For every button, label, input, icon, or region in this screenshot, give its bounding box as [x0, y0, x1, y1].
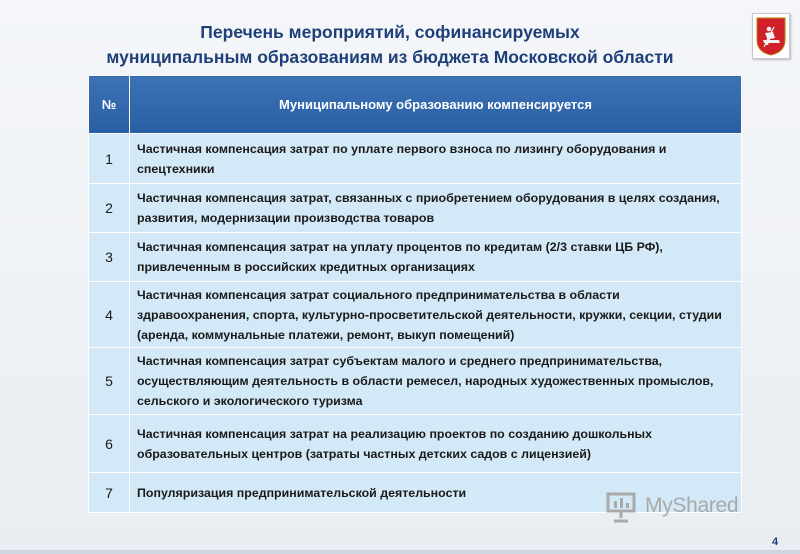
row-number: 1 [89, 134, 130, 184]
row-number: 5 [89, 348, 130, 415]
watermark-text: MyShared [645, 494, 739, 517]
row-number: 3 [89, 233, 130, 282]
header-number: № [89, 76, 130, 134]
table-header-row [89, 76, 742, 134]
row-text: Популяризация предпринимательской деятельности [130, 473, 742, 513]
bottom-divider [0, 550, 800, 554]
presentation-board-icon [605, 490, 639, 524]
title-line-1: Перечень мероприятий, софинансируемых [200, 22, 580, 42]
table-row [89, 348, 742, 415]
title-line-2: муниципальным образованиям из бюджета Московской области [106, 47, 674, 67]
row-text: Частичная компенсация затрат на уплату процентов по кредитам (2/3 ставки ЦБ РФ), привлеченным в российских кредитных организациях [130, 233, 742, 282]
row-text: Частичная компенсация затрат по уплате первого взноса по лизингу оборудования и спецтехники [130, 134, 742, 184]
row-number: 2 [89, 184, 130, 233]
row-text: Частичная компенсация затрат социального предпринимательства в области здравоохранения, спорта, культурно-просветительской деятельности, кружки, секции, студии (аренда, коммунальные платежи, ремонт, выкуп помещений) [130, 282, 742, 348]
table-row [89, 233, 742, 282]
table-row [89, 184, 742, 233]
table-row [89, 415, 742, 473]
row-number: 4 [89, 282, 130, 348]
table-row [89, 282, 742, 348]
header-description: Муниципальному образованию компенсируется [130, 76, 742, 134]
watermark [605, 490, 775, 524]
row-text: Частичная компенсация затрат, связанных с приобретением оборудования в целях создания, развития, модернизации производства товаров [130, 184, 742, 233]
coat-of-arms-icon [752, 13, 790, 59]
table-row [89, 134, 742, 184]
row-number: 7 [89, 473, 130, 513]
row-text: Частичная компенсация затрат на реализацию проектов по созданию дошкольных образовательных центров (затраты частных детских садов с лицензией) [130, 415, 742, 473]
page-title [40, 20, 740, 70]
measures-table [88, 75, 742, 513]
page-number: 4 [772, 536, 779, 548]
row-number: 6 [89, 415, 130, 473]
row-text: Частичная компенсация затрат субъектам малого и среднего предпринимательства, осуществляющим деятельность в области ремесел, народных художественных промыслов, сельского и экологического туризма [130, 348, 742, 415]
